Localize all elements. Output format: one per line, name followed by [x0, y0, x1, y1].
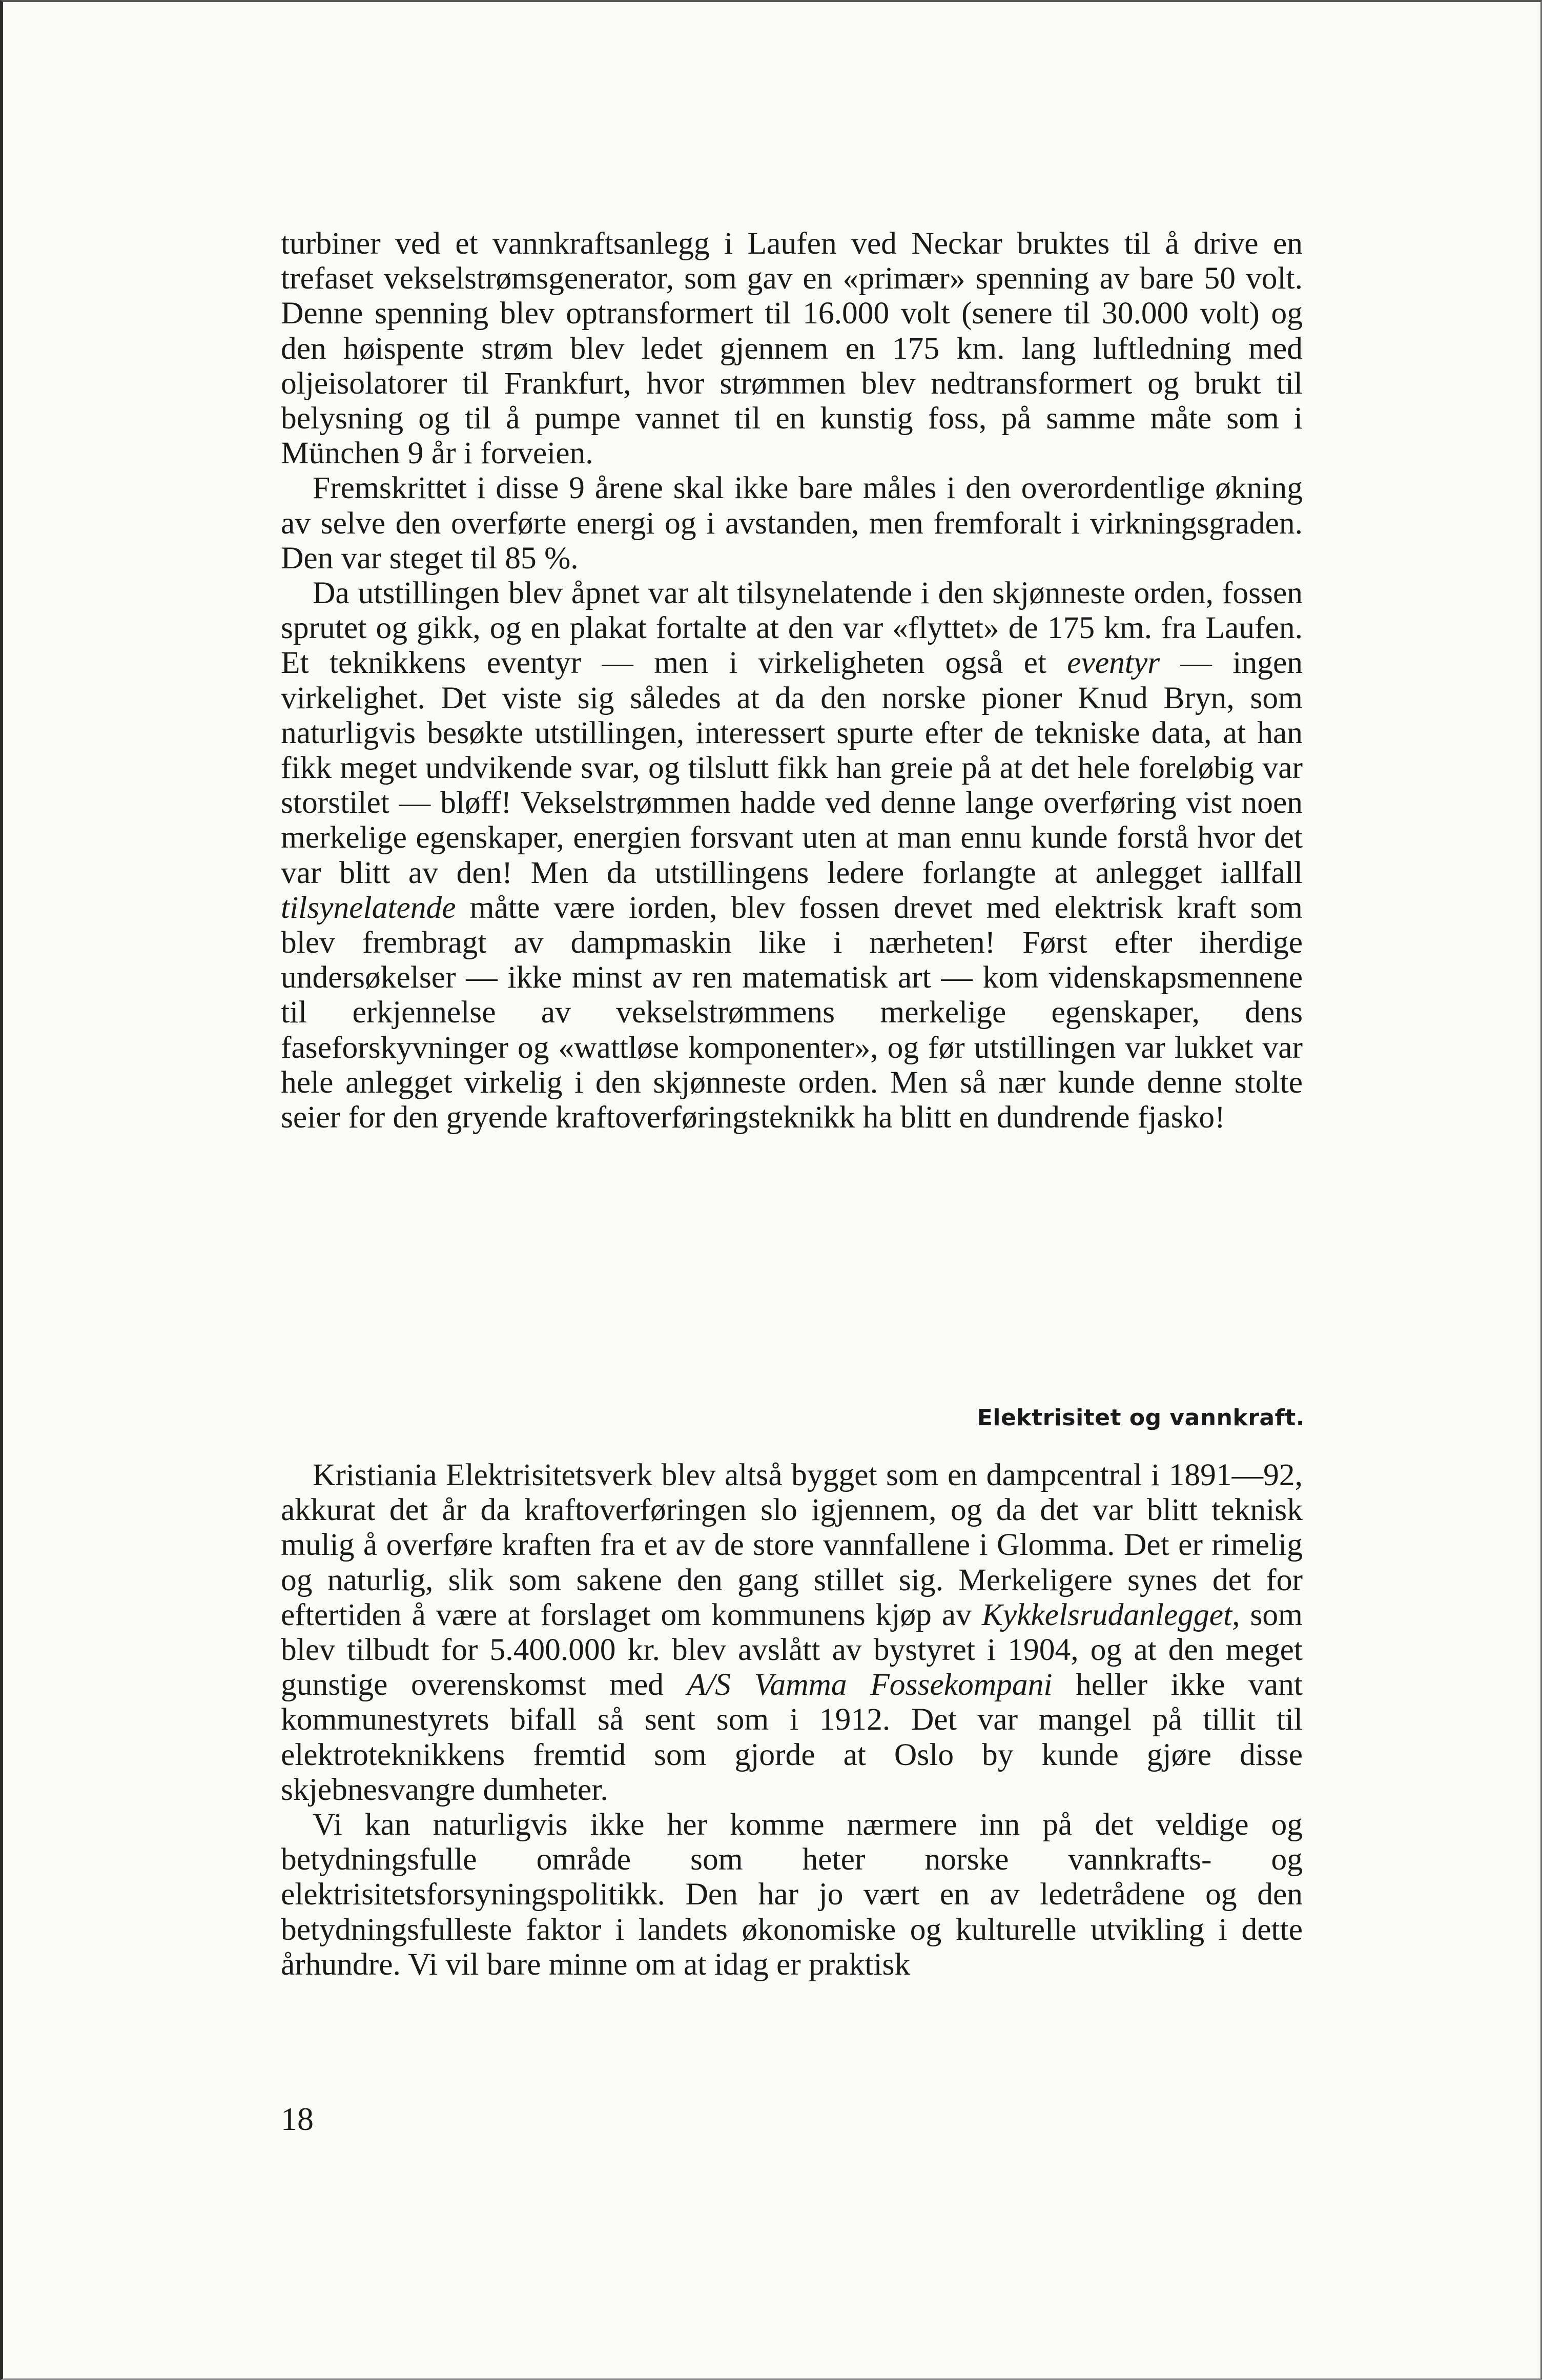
text-section-2: [281, 1458, 1303, 1982]
paragraph: Vi kan naturligvis ikke her komme nærmere inn på det veldige og betydningsfulle område som heter norske vannkrafts- og elektrisitetsforsyningspolitikk. Den har jo vært en av ledetrådene og den betydningsfulleste faktor i landets økonomiske og kulturelle utvikling i dette århundre. Vi vil bare minne om at idag er praktisk: [281, 1807, 1303, 1982]
text-run: heller ikke vant kommunestyrets bifall så sent som i 1912. Det var mangel på tillit til elektroteknikkens fremtid som gjorde at Oslo by kunde gjøre disse skjebnesvangre dumheter.: [281, 1667, 1303, 1807]
italic-text: eventyr: [1067, 645, 1160, 681]
text-section-1: [281, 226, 1303, 1135]
text-run: — ingen virkelighet. Det viste sig således at da den norske pioner Knud Bryn, som naturligvis besøkte utstillingen, interessert spurte efter de tekniske data, at han fikk meget undvikende svar, og tilslutt fikk han greie på at det hele foreløbig var storstilet — bløff! Vekselstrømmen hadde ved denne lange overføring vist noen merkelige egenskaper, energien forsvant uten at man ennu kunde forstå hvor det var blitt av den! Men da utstillingens ledere forlangte at anlegget iallfall: [281, 645, 1303, 890]
paragraph: turbiner ved et vannkraftsanlegg i Laufen ved Neckar bruktes til å drive en trefaset vekselstrømsgenerator, som gav en «primær» spenning av bare 50 volt. Denne spenning blev optransformert til 16.000 volt (senere til 30.000 volt) og den høispente strøm blev ledet gjennem en 175 km. lang luftledning med oljeisolatorer til Frankfurt, hvor strømmen blev nedtransformert og brukt til belysning og til å pumpe vannet til en kunstig foss, på samme måte som i München 9 år i forveien.: [281, 226, 1303, 471]
text-run: måtte være iorden, blev fossen drevet med elektrisk kraft som blev frembragt av dampmaskin like i nærheten! Først efter iherdige undersøkelser — ikke minst av ren matematisk art — kom videnskapsmennene til erkjennelse av vekselstrømmens merkelige egenskaper, dens faseforskyvninger og «wattløse komponenter», og før utstillingen var lukket var hele anlegget virkelig i den skjønneste orden. Men så nær kunde denne stolte seier for den gryende kraftoverføringsteknikk ha blitt en dundrende fjasko!: [281, 890, 1303, 1135]
paragraph: Fremskrittet i disse 9 årene skal ikke bare måles i den overordentlige økning av selve den overførte energi og i avstanden, men fremforalt i virkningsgraden. Den var steget til 85 %.: [281, 470, 1303, 576]
text-run: Kristiania Elektrisitetsverk blev altså bygget som en dampcentral i 1891—92, akkurat det år da kraftoverføringen slo igjennem, og da det var blitt teknisk mulig å overføre kraften fra et av de store vannfallene i Glomma. Det er rimelig og naturlig, slik som sakene den gang stillet sig. Merkeligere synes det for eftertiden å være at forslaget om kommunens kjøp av: [281, 1458, 1303, 1632]
italic-text: Kykkelsrudanlegget,: [981, 1597, 1240, 1632]
text-run: som blev tilbudt for 5.400.000 kr. blev avslått av bystyret i 1904, og at den meget gunstige overenskomst med: [281, 1597, 1303, 1702]
italic-text: tilsynelatende: [281, 890, 456, 925]
italic-text: A/S Vamma Fossekompani: [687, 1667, 1053, 1702]
section-heading: Elektrisitet og vannkraft.: [977, 1405, 1305, 1431]
text-run: Da utstillingen blev åpnet var alt tilsynelatende i den skjønneste orden, fossen sprutet og gikk, og en plakat fortalte at den var «flyttet» de 175 km. fra Laufen. Et teknikkens eventyr — men i virkeligheten også et: [281, 576, 1303, 681]
paragraph: [281, 576, 1303, 1135]
paragraph: [281, 1458, 1303, 1807]
page-number: 18: [281, 2101, 314, 2137]
